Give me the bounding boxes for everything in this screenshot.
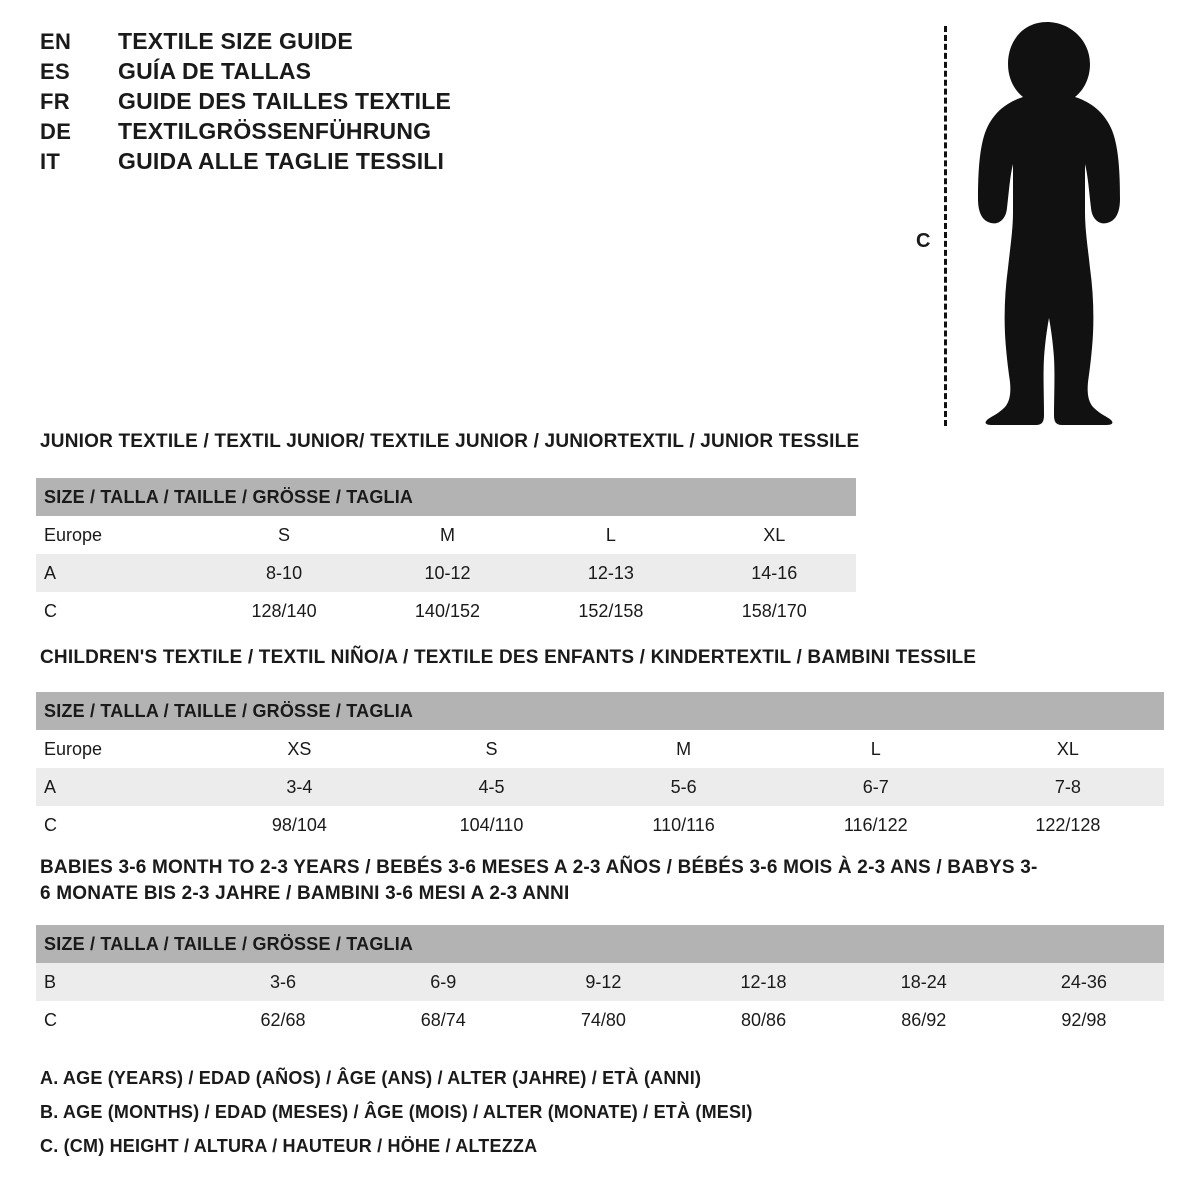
language-title-it: GUIDA ALLE TAGLIE TESSILI	[118, 148, 445, 174]
section-title-babies: BABIES 3-6 MONTH TO 2-3 YEARS / BEBÉS 3-6 MESES A 2-3 AÑOS / BÉBÉS 3-6 MOIS À 2-3 ANS / BABYS 3-6 MONATE BIS 2-3 JAHRE / BAMBINI 3-6 MESI A 2-3 ANNI	[40, 857, 1038, 904]
language-row-es	[40, 60, 640, 83]
children-row-c	[36, 806, 1164, 844]
language-code-fr: FR	[40, 89, 70, 114]
children-row-c-label: C	[36, 806, 203, 844]
junior-size-l: L	[529, 516, 692, 554]
language-title-fr: GUIDE DES TAILLES TEXTILE	[118, 88, 451, 114]
language-row-fr	[40, 90, 640, 113]
children-size-xs: XS	[203, 730, 395, 768]
junior-row-c-value-l: 152/158	[529, 592, 692, 630]
section-title-junior: JUNIOR TEXTILE / TEXTIL JUNIOR/ TEXTILE JUNIOR / JUNIORTEXTIL / JUNIOR TESSILE	[40, 431, 860, 452]
junior-table-header-row	[36, 478, 856, 516]
language-title-en: TEXTILE SIZE GUIDE	[118, 28, 353, 54]
junior-table-header-label: SIZE / TALLA / TAILLE / GRÖSSE / TAGLIA	[36, 478, 856, 516]
footnote-a: A. AGE (YEARS) / EDAD (AÑOS) / ÂGE (ANS) / ALTER (JAHRE) / ETÀ (ANNI)	[40, 1068, 702, 1088]
junior-row-a-value-s: 8-10	[202, 554, 365, 592]
children-size-l: L	[780, 730, 972, 768]
babies-row-c-value-4: 80/86	[683, 1001, 843, 1039]
height-measure-label: C	[916, 230, 931, 252]
footnote-list	[40, 1068, 1040, 1170]
children-row-c-value-xs: 98/104	[203, 806, 395, 844]
language-code-it: IT	[40, 149, 61, 174]
babies-row-b	[36, 963, 1164, 1001]
children-region-label: Europe	[36, 730, 203, 768]
babies-row-b-value-5: 18-24	[844, 963, 1004, 1001]
junior-row-a-label: A	[36, 554, 202, 592]
junior-region-label: Europe	[36, 516, 202, 554]
section-title-children: CHILDREN'S TEXTILE / TEXTIL NIÑO/A / TEXTILE DES ENFANTS / KINDERTEXTIL / BAMBINI TESSILE	[40, 647, 977, 668]
junior-size-table	[36, 478, 856, 630]
language-code-es: ES	[40, 59, 70, 84]
children-row-c-value-l: 116/122	[780, 806, 972, 844]
language-code-de: DE	[40, 119, 72, 144]
junior-row-c-value-s: 128/140	[202, 592, 365, 630]
language-code-en: EN	[40, 29, 72, 54]
footnote-c: C. (CM) HEIGHT / ALTURA / HAUTEUR / HÖHE / ALTEZZA	[40, 1136, 538, 1156]
children-row-c-value-s: 104/110	[395, 806, 587, 844]
babies-size-table	[36, 925, 1164, 1039]
junior-row-a-value-xl: 14-16	[693, 554, 856, 592]
children-row-a-value-xl: 7-8	[972, 768, 1164, 806]
junior-row-c-value-m: 140/152	[366, 592, 529, 630]
junior-row-c-label: C	[36, 592, 202, 630]
children-table-header-row	[36, 692, 1164, 730]
children-size-row	[36, 730, 1164, 768]
babies-row-b-value-3: 9-12	[523, 963, 683, 1001]
children-row-a-value-s: 4-5	[395, 768, 587, 806]
babies-row-b-value-2: 6-9	[363, 963, 523, 1001]
junior-row-c-value-xl: 158/170	[693, 592, 856, 630]
language-title-de: TEXTILGRÖSSENFÜHRUNG	[118, 118, 432, 144]
babies-row-c-value-6: 92/98	[1004, 1001, 1164, 1039]
junior-size-s: S	[202, 516, 365, 554]
language-title-list	[40, 30, 640, 180]
child-silhouette-icon	[952, 16, 1142, 426]
babies-row-c-value-1: 62/68	[203, 1001, 363, 1039]
babies-row-b-value-6: 24-36	[1004, 963, 1164, 1001]
babies-row-c-label: C	[36, 1001, 203, 1039]
language-row-de	[40, 120, 640, 143]
children-size-m: M	[588, 730, 780, 768]
babies-row-b-value-4: 12-18	[683, 963, 843, 1001]
language-title-es: GUÍA DE TALLAS	[118, 58, 312, 84]
children-row-a-label: A	[36, 768, 203, 806]
babies-row-b-value-1: 3-6	[203, 963, 363, 1001]
children-size-s: S	[395, 730, 587, 768]
junior-size-row	[36, 516, 856, 554]
children-row-c-value-m: 110/116	[588, 806, 780, 844]
children-size-xl: XL	[972, 730, 1164, 768]
children-table-header-label: SIZE / TALLA / TAILLE / GRÖSSE / TAGLIA	[36, 692, 1164, 730]
children-row-a-value-xs: 3-4	[203, 768, 395, 806]
junior-size-m: M	[366, 516, 529, 554]
footnote-b: B. AGE (MONTHS) / EDAD (MESES) / ÂGE (MOIS) / ALTER (MONATE) / ETÀ (MESI)	[40, 1102, 753, 1122]
junior-size-xl: XL	[693, 516, 856, 554]
children-row-c-value-xl: 122/128	[972, 806, 1164, 844]
junior-row-a-value-m: 10-12	[366, 554, 529, 592]
height-measurement-figure	[900, 8, 1150, 428]
junior-row-a	[36, 554, 856, 592]
babies-row-c-value-3: 74/80	[523, 1001, 683, 1039]
babies-row-c	[36, 1001, 1164, 1039]
babies-row-c-value-2: 68/74	[363, 1001, 523, 1039]
children-size-table	[36, 692, 1164, 844]
babies-table-header-label: SIZE / TALLA / TAILLE / GRÖSSE / TAGLIA	[36, 925, 1164, 963]
babies-row-c-value-5: 86/92	[844, 1001, 1004, 1039]
junior-row-c	[36, 592, 856, 630]
children-row-a	[36, 768, 1164, 806]
language-row-it	[40, 150, 640, 173]
babies-row-b-label: B	[36, 963, 203, 1001]
height-dashed-line	[944, 26, 947, 426]
children-row-a-value-m: 5-6	[588, 768, 780, 806]
junior-row-a-value-l: 12-13	[529, 554, 692, 592]
babies-table-header-row	[36, 925, 1164, 963]
language-row-en	[40, 30, 640, 53]
children-row-a-value-l: 6-7	[780, 768, 972, 806]
